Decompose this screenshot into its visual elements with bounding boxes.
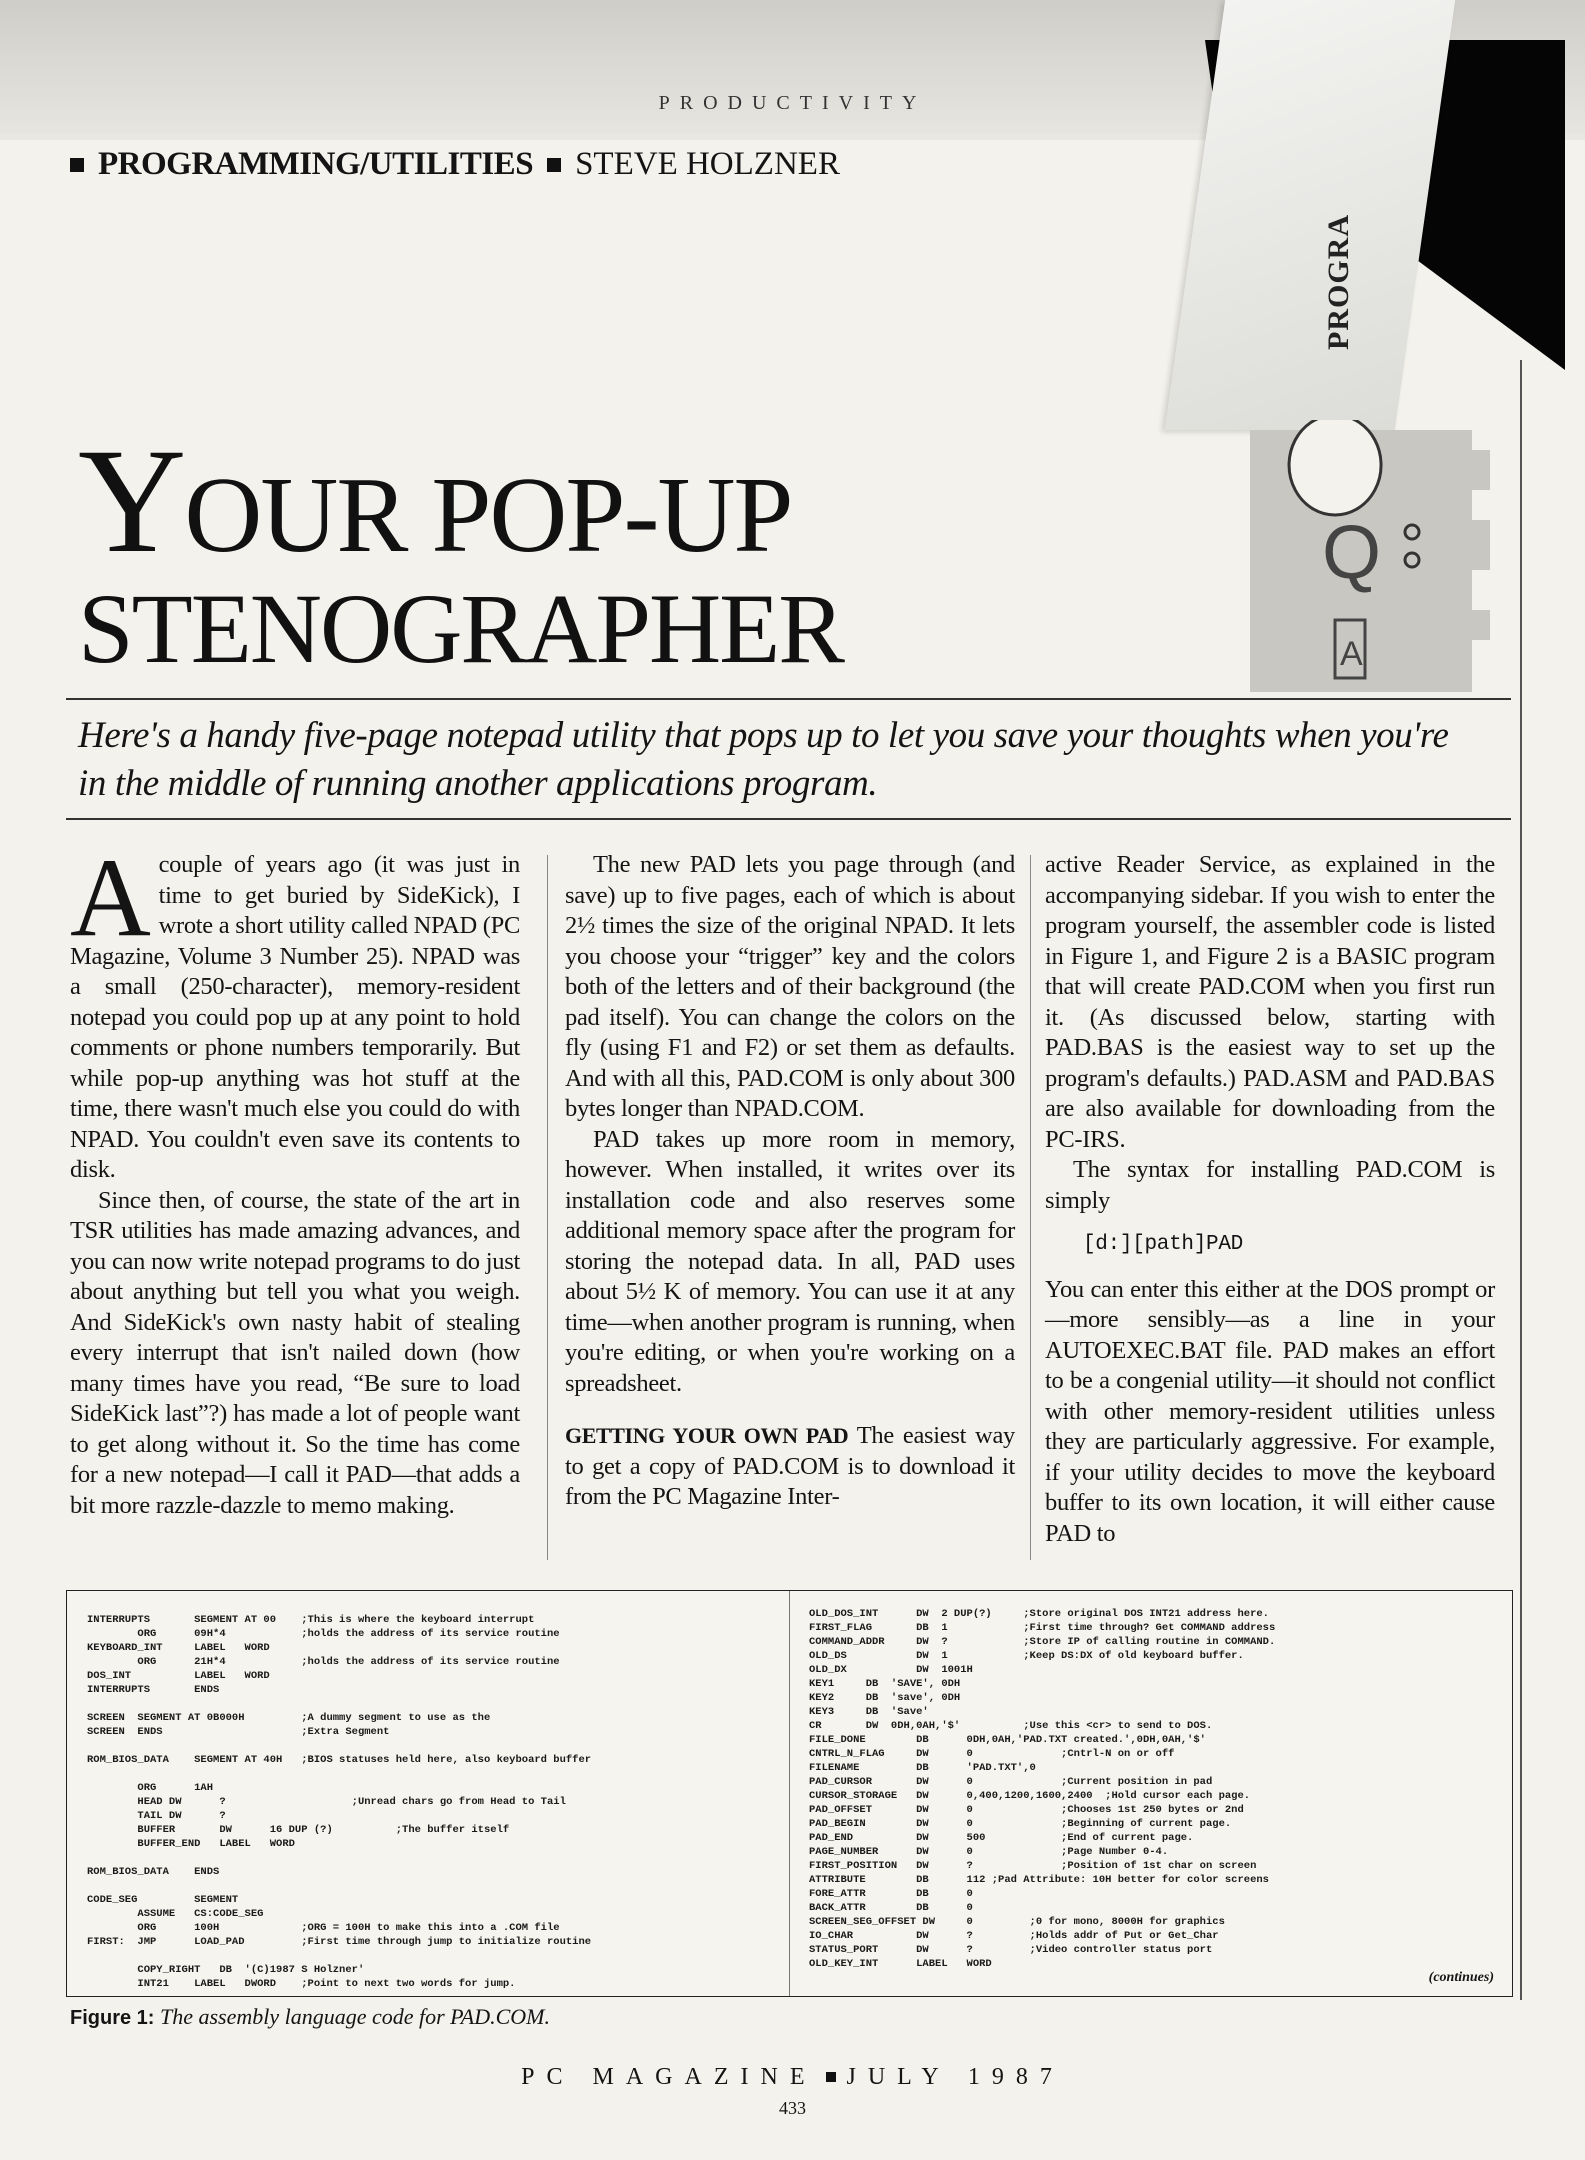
headline-rule — [66, 698, 1511, 700]
col1-paragraph-1 — [70, 836, 520, 1186]
headline-cap-letter: Y — [78, 418, 185, 584]
deck-subtitle: Here's a handy five-page notepad utility that pops up to let you save your thoughts when you're in the middle of running another applications program. — [78, 715, 1449, 804]
svg-text:A: A — [1340, 635, 1363, 673]
deck-rule — [66, 818, 1511, 820]
continues-note: (continues) — [1428, 1970, 1494, 1985]
col2-paragraph-3-text: The easiest way to get a copy of PAD.COM is to download it from the PC Magazine Inter- — [565, 1422, 1015, 1510]
column-rule-2 — [1030, 855, 1031, 1560]
bullet-square-icon — [547, 158, 561, 172]
page-number: 433 — [779, 2098, 806, 2118]
col1-paragraph-1-text: couple of years ago (it was just in time to get buried by SideKick), I wrote a short utility called NPAD (PC Magazine, Volume 3 Number 25). NPAD was a small (250-character), memory-resident notepad you could pop up at any point to hold comments or phone numbers temporarily. But while pop-up anything was hot stuff at the time, there wasn't much else you could do with NPAD. You couldn't even save its contents to disk. — [70, 851, 520, 1183]
section-label: PRODUCTIVITY — [658, 92, 927, 114]
col2-paragraph-1: The new PAD lets you page through (and save) up to five pages, each of which is about 2½ times the size of the original NPAD. It lets you choose your “trigger” key and the colors both of the letters and of their background (the pad itself). You can change the colors on the fly (using F1 and F2) or set them as defaults. And with all this, PAD.COM is only about 300 bytes longer than NPAD.COM. — [565, 851, 1015, 1122]
figure-caption — [70, 2004, 550, 2030]
bullet-square-icon — [70, 158, 84, 172]
headline-line-1-text: OUR POP-UP — [184, 456, 792, 575]
svg-text:Q: Q — [1322, 510, 1382, 595]
corner-tab-text: PROGRA — [1322, 214, 1355, 350]
page-right-rule — [1520, 360, 1522, 2000]
body-column-3 — [1045, 850, 1495, 1549]
category-label: PROGRAMMING/UTILITIES — [98, 146, 534, 182]
author-byline: STEVE HOLZNER — [575, 146, 840, 182]
col1-paragraph-2: Since then, of course, the state of the art in TSR utilities has made amazing advances, and you can now write notepad programs to do just about anything but tell you what you weigh. And SideKick's own nasty habit of stealing every interrupt that isn't nailed down (how many times have you read, “Be sure to load SideKick last”?) has made a lot of people want to get along without it. So the time has come for a new notepad—I call it PAD—that adds a bit more razzle-dazzle to memo making. — [70, 1186, 520, 1519]
headline-line-1 — [78, 418, 1228, 584]
headline — [78, 418, 1228, 684]
col3-paragraph-1: active Reader Service, as explained in the accompanying sidebar. If you wish to enter the program yourself, the assembler code is listed in Figure 1, and Figure 2 is a BASIC program that will create PAD.COM when you first run it. (As discussed below, starting with PAD.BAS is the easiest way to set up the program's defaults.) PAD.ASM and PAD.BAS are also available for downloading from the PC-IRS. — [1045, 851, 1495, 1153]
figure-divider — [789, 1591, 790, 1996]
kicker-line — [66, 146, 840, 183]
col2-paragraph-2: PAD takes up more room in memory, however. When installed, it writes over its installation code and also reserves some additional memory space after the program for storing the notepad data. In all, PAD uses about 5½ K of memory. You can use it at any time—when another program is running, when you're editing, or when you're working on a spreadsheet. — [565, 1125, 1015, 1397]
code-listing-left: INTERRUPTS SEGMENT AT 00 ;This is where the keyboard interrupt ORG 09H*4 ;holds the address of its service routine KEYBOARD_INT LABEL WORD ORG 21H*4 ;holds the address of its service routine DOS_INT LABEL WORD INTERRUPTS ENDS SCREEN SEGMENT AT 0B000H ;A dummy segment to use as the SCREEN ENDS ;Extra Segment ROM_BIOS_DATA SEGMENT AT 40H ;BIOS statuses held here, also keyboard buffer ORG 1AH HEAD DW ? ;Unread chars go from Head to Tail TAIL DW ? BUFFER DW 16 DUP (?) ;The buffer itself BUFFER_END LABEL WORD ROM_BIOS_DATA ENDS CODE_SEG SEGMENT ASSUME CS:CODE_SEG ORG 100H ;ORG = 100H to make this into a .COM file FIRST: JMP LOAD_PAD ;First time through jump to initialize routine COPY_RIGHT DB '(C)1987 S Holzner' INT21 LABEL DWORD ;Point to next two words for jump. — [87, 1614, 592, 1990]
col3-paragraph-2: The syntax for installing PAD.COM is simply — [1045, 1156, 1495, 1214]
footer-magazine: PC MAGAZINE — [521, 2064, 817, 2090]
floppy-disk-icon — [1240, 420, 1500, 700]
syntax-line: [d:][path]PAD — [1083, 1233, 1243, 1256]
figure-1-box — [66, 1590, 1513, 1997]
figure-caption-label: Figure 1: — [70, 2007, 155, 2029]
drop-cap: A — [70, 836, 151, 960]
body-column-1 — [70, 836, 520, 1521]
headline-line-2: STENOGRAPHER — [78, 572, 843, 684]
figure-caption-text: The assembly language code for PAD.COM. — [159, 2004, 551, 2029]
page-footer — [0, 2064, 1585, 2091]
column-rule-1 — [547, 855, 548, 1560]
body-column-2 — [565, 850, 1015, 1513]
subhead: GETTING YOUR OWN PAD — [565, 1423, 849, 1448]
code-listing-right: OLD_DOS_INT DW 2 DUP(?) ;Store original DOS INT21 address here. FIRST_FLAG DB 1 ;First time through? Get COMMAND address COMMAND_ADDR DW ? ;Store IP of calling routine in COMMAND. OLD_DS DW 1 ;Keep DS:DX of old keyboard buffer. OLD_DX DW 1001H KEY1 DB 'SAVE', 0DH KEY2 DB 'save', 0DH KEY3 DB 'Save' CR DW 0DH,0AH,'$' ;Use this <cr> to send to DOS. FILE_DONE DB 0DH,0AH,'PAD.TXT created.',0DH,0AH,'$' CNTRL_N_FLAG DW 0 ;Cntrl-N on or off FILENAME DB 'PAD.TXT',0 PAD_CURSOR DW 0 ;Current position in pad CURSOR_STORAGE DW 0,400,1200,1600,2400 ;Hold cursor each page. PAD_OFFSET DW 0 ;Chooses 1st 250 bytes or 2nd PAD_BEGIN DW 0 ;Beginning of current page. PAD_END DW 500 ;End of current page. PAGE_NUMBER DW 0 ;Page Number 0-4. FIRST_POSITION DW ? ;Position of 1st char on screen ATTRIBUTE DB 112 ;Pad Attribute: 10H better for color screens FORE_ATTR DB 0 BACK_ATTR DB 0 SCREEN_SEG_OFFSET DW 0 ;0 for mono, 8000H for graphics IO_CHAR DW ? ;Holds addr of Put or Get_Char STATUS_PORT DW ? ;Video controller status port OLD_KEY_INT LABEL WORD — [809, 1608, 1276, 1970]
col2-paragraph-3 — [565, 1421, 1015, 1513]
footer-date: JULY 1987 — [846, 2064, 1064, 2090]
footer-bullet-icon — [826, 2072, 836, 2082]
col3-paragraph-3: You can enter this either at the DOS prompt or—more sensibly—as a line in your AUTOEXEC.BAT file. PAD makes an effort to be a congenial utility—it should not conflict with other memory-resident utilities unless they are particularly aggressive. For example, if your utility decides to move the keyboard buffer to its own location, it will either cause PAD to — [1045, 1275, 1495, 1547]
